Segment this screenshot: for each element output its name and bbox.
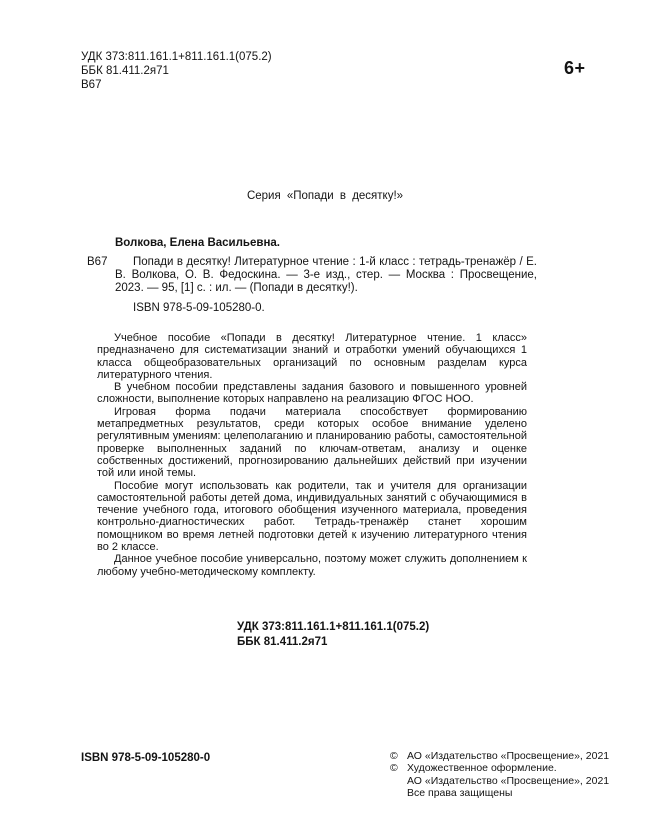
copyright-block — [390, 750, 609, 799]
bibliographic-description: Попади в десятку! Литературное чтение : 1-й класс : тетрадь-тренажёр / Е. В. Волкова, О. В. Федоскина. — 3-е изд., стер. — Москва : Просвещение, 2023. — 95, [1] с. : ил. — (Попади в десятку!). — [115, 256, 537, 294]
copyright-symbol — [390, 775, 407, 787]
footer-classification-codes — [237, 620, 429, 649]
classification-codes — [81, 50, 272, 93]
annotation-paragraph: Пособие могут использовать как родители, так и учителя для организации самостоятельной работы детей дома, индивидуальных занятий с обучающимися в течение учебного года, итогового обобщения изученного материала, проведения контрольно-диагностических работ. Тетрадь-тренажёр станет хорошим помощником во время летней подготовки детей к изучению литературного чтения во 2 классе. — [97, 479, 527, 554]
margin-code: В67 — [87, 256, 108, 268]
age-rating-badge: 6+ — [564, 58, 586, 78]
bibliographic-entry — [87, 237, 537, 315]
bbk-code: ББК 81.411.2я71 — [81, 65, 169, 78]
copyright-text: АО «Издательство «Просвещение», 2021 — [407, 774, 610, 787]
series-line: Серия «Попади в десятку!» — [246, 190, 404, 202]
author-name: Волкова, Елена Васильевна. — [115, 237, 280, 249]
udk-code-bottom: УДК 373:811.161.1+811.161.1(075.2) — [237, 621, 430, 633]
bibliographic-description-block — [87, 256, 537, 315]
footer-isbn: ISBN 978-5-09-105280-0 — [81, 752, 211, 764]
annotation-paragraph: Данное учебное пособие универсально, поэтому может служить дополнением к любому учебно-методическому комплекту. — [97, 553, 527, 578]
udk-code: УДК 373:811.161.1+811.161.1(075.2) — [81, 51, 272, 63]
copyright-line — [390, 787, 609, 799]
copyright-text: АО «Издательство «Просвещение», 2021 — [407, 750, 610, 762]
annotation-paragraph: В учебном пособии представлены задания базового и повышенного уровней сложности, выполнение которых направлено на реализацию ФГОС НОО. — [97, 381, 527, 406]
annotation-paragraph: Учебное пособие «Попади в десятку! Литературное чтение. 1 класс» предназначено для систематизации знаний и отработки умений обучающихся 1 класса общеобразовательных организаций по основным разделам курса литературного чтения. — [97, 332, 527, 381]
copyright-line — [390, 750, 609, 762]
annotation-paragraph: Игровая форма подачи материала способствует формированию метапредметных результатов, среди которых особое внимание уделено регулятивным умениям: целеполаганию и планированию работы, самостоятельной проверке выполненных заданий по ключам-ответам, анализу и оценке собственных достижений, прогнозированию дальнейших действий при изучении той или иной темы. — [97, 405, 527, 480]
bbk-code-bottom: ББК 81.411.2я71 — [237, 635, 328, 648]
copyright-symbol — [390, 787, 407, 799]
author-sign-code: В67 — [81, 79, 102, 92]
copyright-text: Художественное оформление. — [407, 762, 557, 775]
copyright-symbol: © — [390, 750, 398, 762]
copyright-symbol: © — [390, 762, 398, 775]
copyright-text: Все права защищены — [407, 786, 513, 799]
copyright-line — [390, 775, 609, 787]
copyright-line — [390, 762, 609, 774]
isbn-line: ISBN 978-5-09-105280-0. — [133, 302, 265, 314]
annotation-block — [97, 332, 527, 578]
